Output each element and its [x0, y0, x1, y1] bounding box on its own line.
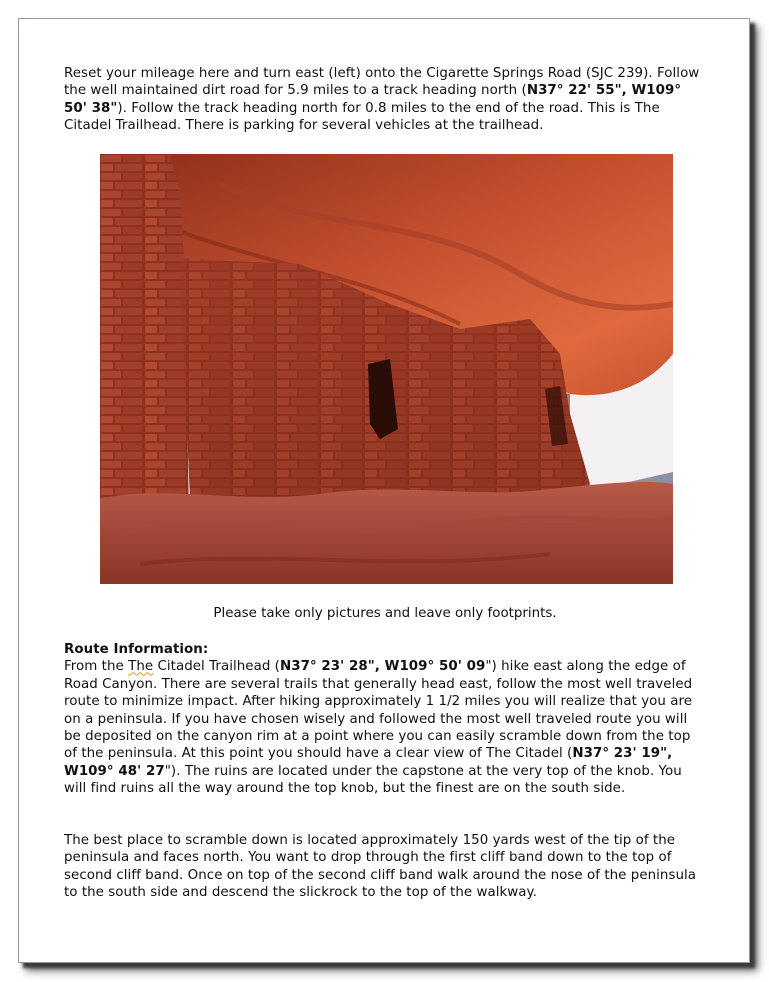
document-page [18, 18, 750, 963]
route-heading: Route Information: [64, 642, 209, 657]
intro-text-2: ). Follow the track heading north for 0.8 miles to the end of the road. This is The Citadel Trailhead. There is parking for several vehicles at the trailhead. [64, 100, 660, 134]
route-text-1: From the [64, 659, 129, 675]
route-text-2: Citadel Trailhead ( [153, 659, 280, 675]
track-coordinates: N37° 22' 55", W109° 50' 38" [64, 83, 682, 116]
intro-text-1: Reset your mileage here and turn east (left) onto the Cigarette Springs Road (SJC 239). Follow the well maintained dirt road for 5.9 miles to a track heading north ( [64, 66, 700, 99]
route-text-3: ") hike east along the edge of Road Canyon. There are several trails that generally head east, follow the most well traveled route to minimize impact. After hiking approximately 1 1/2 miles you will realize that you are on a peninsula. If you have chosen wisely and followed the most well traveled route you will be deposited on the canyon rim at a point where you can easily scramble down from the top of the peninsula. At this point you should have a clear view of The Citadel ( [64, 659, 693, 762]
citadel-ruins-photo [100, 154, 673, 584]
intro-paragraph [64, 65, 704, 135]
trailhead-coordinates: N37° 23' 28", W109° 50' 09 [279, 659, 486, 675]
route-information-section [64, 641, 704, 798]
citadel-coordinates: N37° 23' 19", W109° 48' 27 [64, 746, 673, 779]
scramble-paragraph: The best place to scramble down is located approximately 150 yards west of the tip of the peninsula and faces north. You want to drop through the first cliff band down to the top of second cliff band. Once on top of the second cliff band walk around the nose of the peninsula to the south side and descend the slickrock to the top of the walkway. [64, 833, 697, 901]
flagged-duplicate-word: The [128, 659, 154, 675]
photo-caption: Please take only pictures and leave only footprints. [213, 606, 557, 621]
ruins-illustration [100, 154, 673, 584]
route-text-4: "). The ruins are located under the capstone at the very top of the knob. You will find ruins all the way around the top knob, but the finest are on the south side. [64, 763, 682, 797]
